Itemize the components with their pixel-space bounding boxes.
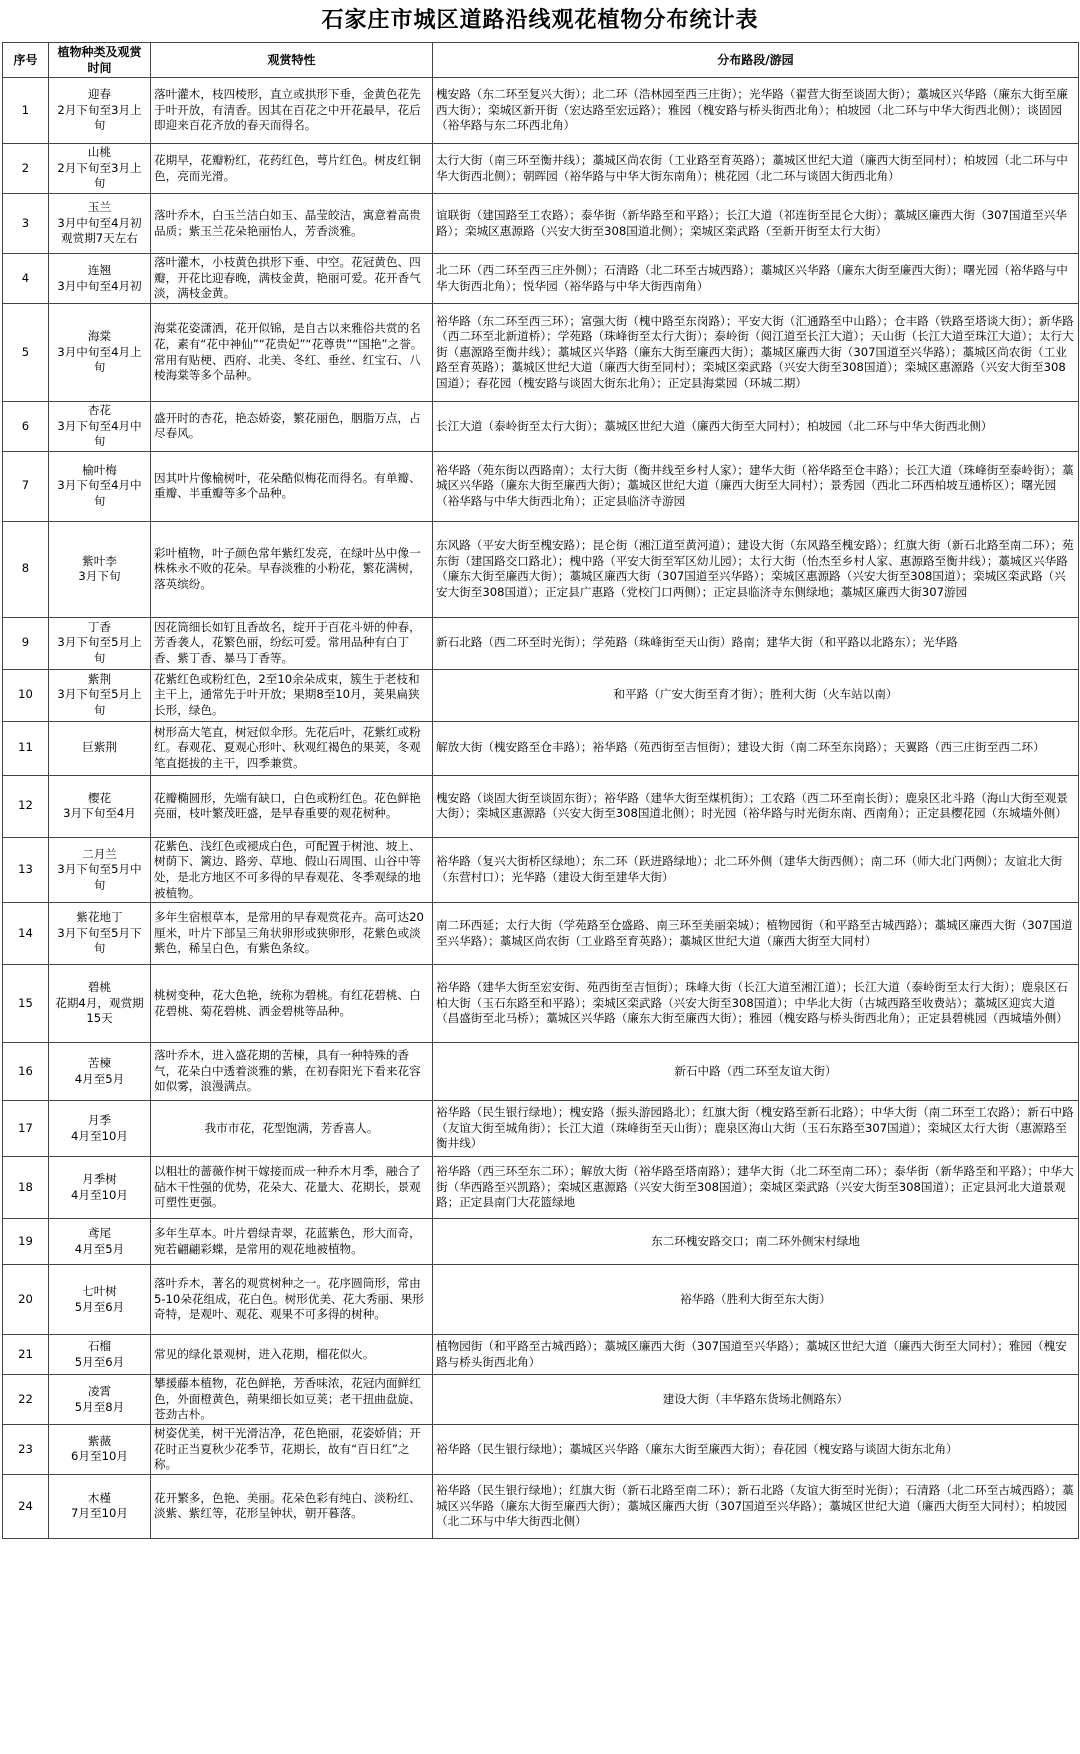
location-cell: 槐安路（东二环至复兴大街）；北二环（浩林园至西三庄街）；光华路（翟营大街至谈固大街）；藁城区兴华路（廉东大街至廉西大街）；栾城区新开街（宏达路至宏远路）；雅园（槐安路与桥头街西北角）；柏坡园（北二环与中华大街西北侧）；谈固园（裕华路与东二环西北角） xyxy=(433,78,1079,144)
species-cell xyxy=(49,903,151,965)
viewing-time: 7月至10月 xyxy=(71,1506,128,1521)
species-cell xyxy=(49,721,151,775)
feature-cell: 树形高大笔直，树冠似伞形。先花后叶，花紫红或粉红。春观花、夏观心形叶、秋观红褐色的果荚，冬观笔直挺拔的主干，四季兼赏。 xyxy=(151,721,433,775)
row-index: 11 xyxy=(3,721,49,775)
row-index: 20 xyxy=(3,1265,49,1335)
row-index: 17 xyxy=(3,1101,49,1157)
header-location: 分布路段/游园 xyxy=(433,43,1079,78)
row-index: 15 xyxy=(3,965,49,1043)
viewing-time: 3月中旬至4月初 xyxy=(57,278,142,293)
feature-cell: 我市市花，花型饱满，芳香喜人。 xyxy=(151,1101,433,1157)
feature-cell: 落叶乔木，进入盛花期的苦楝，具有一种特殊的香气，花朵白中透着淡雅的紫，在初春阳光下看来花容如似雾，浪漫满点。 xyxy=(151,1043,433,1101)
species-name: 丁香 xyxy=(87,619,112,634)
table-row xyxy=(3,451,1079,521)
species-name: 月季 xyxy=(87,1113,112,1128)
feature-cell: 花紫色、浅红色或褪成白色，可配置于树池、坡上、树荫下、篱边、路旁、草地、假山石周围、山谷中等处，是北方地区不可多得的早春观花、冬季观绿的地被植物。 xyxy=(151,837,433,902)
row-index: 2 xyxy=(3,144,49,194)
table-title: 石家庄市城区道路沿线观花植物分布统计表 xyxy=(321,8,759,33)
table-row xyxy=(3,721,1079,775)
table-row xyxy=(3,1474,1079,1538)
header-row xyxy=(3,43,1079,78)
row-index: 4 xyxy=(3,254,49,304)
species-name: 迎春 xyxy=(87,87,112,102)
viewing-time: 5月至6月 xyxy=(74,1299,125,1314)
viewing-time: 3月下旬至4月中旬 xyxy=(57,478,142,509)
species-name: 玉兰 xyxy=(87,200,112,215)
viewing-time: 4月至10月 xyxy=(71,1128,128,1143)
location-cell: 裕华路（苑东街以西路南）；太行大街（衡井线至乡村人家）；建华大街（裕华路至仓丰路）；长江大道（珠峰街至泰岭街）；藁城区兴华路（廉东大街至廉西大街）；藁城区世纪大道（廉西大街至大同村）；景秀园（西北二环西柏坡互通桥区）；曙光园（裕华路与中华大街西北角）；正定县临济寺游园 xyxy=(433,451,1079,521)
viewing-time: 3月下旬至4月中旬 xyxy=(57,418,142,449)
viewing-time: 5月至6月 xyxy=(74,1354,125,1369)
species-name: 山桃 xyxy=(87,145,112,160)
location-cell: 裕华路（建华大街至宏安街、苑西街至吉恒街）；珠峰大街（长江大道至湘江道）；长江大道（泰岭街至太行大街）；鹿泉区石柏大街（玉石东路至和平路）；栾城区栾武路（兴安大街至308国道）；中华北大街（古城西路至收费站）；藁城区迎宾大道（昌盛街至北马桥）；藁城区兴华路（廉东大街至廉西大街）；雅园（槐安路与桥头街西北角）；正定县碧桃园（西城墙外侧） xyxy=(433,965,1079,1043)
feature-cell: 落叶乔木，白玉兰洁白如玉、晶莹皎洁，寓意着高贵品质；紫玉兰花朵艳丽怡人，芳香淡雅。 xyxy=(151,194,433,254)
location-cell: 裕华路（东二环至西三环）；富强大街（槐中路至东岗路）；平安大街（汇通路至中山路）；仓丰路（铁路至塔谈大街）；新华路（西二环至北新道桥）；学苑路（珠峰街至太行大街）；泰岭街（阅江道至长江大道）；天山街（长江大道至珠江大道）；太行大街（惠源路至衡井线）；藁城区兴华路（廉东大街至廉西大街）；藁城区廉西大街（307国道至兴华路）；藁城区尚农街（工业路至育英路）；藁城区世纪大道（廉西大街至同村）；栾城区栾武路（兴安大街至308国道）；栾城区惠源路（兴安大街至308国道）；春花园（槐安路与谈固大街东北角）；正定县海棠园（环城二期） xyxy=(433,304,1079,402)
viewing-time: 3月下旬 xyxy=(78,569,121,584)
table-row xyxy=(3,254,1079,304)
species-name: 榆叶梅 xyxy=(82,462,117,477)
row-index: 18 xyxy=(3,1157,49,1219)
row-index: 12 xyxy=(3,775,49,837)
species-cell xyxy=(49,1265,151,1335)
feature-cell: 落叶灌木，枝四棱形，直立或拱形下垂，金黄色花先于叶开放，有清香。因其在百花之中开花最早，花后即迎来百花齐放的春天而得名。 xyxy=(151,78,433,144)
row-index: 8 xyxy=(3,521,49,617)
row-index: 1 xyxy=(3,78,49,144)
species-cell xyxy=(49,837,151,902)
species-cell xyxy=(49,402,151,452)
species-cell xyxy=(49,521,151,617)
row-index: 21 xyxy=(3,1335,49,1375)
table-row xyxy=(3,1265,1079,1335)
feature-cell: 多年生草本。叶片碧绿青翠，花蓝紫色，形大而奇，宛若翩翩彩蝶，是常用的观花地被植物。 xyxy=(151,1219,433,1265)
species-name: 石榴 xyxy=(87,1339,112,1354)
species-cell xyxy=(49,1335,151,1375)
location-cell: 南二环西延；太行大街（学苑路至仓盛路、南三环至美丽栾城）；植物园街（和平路至古城西路）；藁城区廉西大街（307国道至兴华路）；藁城区尚农街（工业路至育英路）；藁城区世纪大道（廉西大街至大同村） xyxy=(433,903,1079,965)
table-row xyxy=(3,1157,1079,1219)
table-row xyxy=(3,965,1079,1043)
feature-cell: 花瓣椭圆形，先端有缺口，白色或粉红色。花色鲜艳亮丽，枝叶繁茂旺盛，是早春重要的观花树种。 xyxy=(151,775,433,837)
species-name: 樱花 xyxy=(87,790,112,805)
species-cell xyxy=(49,1424,151,1474)
row-index: 13 xyxy=(3,837,49,902)
table-row xyxy=(3,1043,1079,1101)
table-row xyxy=(3,837,1079,902)
species-name: 紫花地丁 xyxy=(76,910,123,925)
species-name: 月季树 xyxy=(82,1172,117,1187)
row-index: 22 xyxy=(3,1375,49,1425)
table-row xyxy=(3,1375,1079,1425)
row-index: 7 xyxy=(3,451,49,521)
table-row xyxy=(3,903,1079,965)
viewing-time: 3月下旬至5月中旬 xyxy=(57,862,142,892)
feature-cell: 落叶灌木，小枝黄色拱形下垂、中空。花冠黄色、四瓣，开花比迎春晚，满枝金黄，艳丽可爱。花开香气淡，满枝金黄。 xyxy=(151,254,433,304)
species-cell xyxy=(49,451,151,521)
table-row xyxy=(3,144,1079,194)
location-cell: 谊联街（建国路至工农路）；泰华街（新华路至和平路）；长江大道（祁连街至昆仑大街）；藁城区廉西大街（307国道至兴华路）；栾城区惠源路（兴安大街至308国道北侧）；栾城区栾武路（至新开街至太行大街） xyxy=(433,194,1079,254)
location-cell: 植物园街（和平路至古城西路）；藁城区廉西大街（307国道至兴华路）；藁城区世纪大道（廉西大街至大同村）；雅园（槐安路与桥头街西北角） xyxy=(433,1335,1079,1375)
location-cell: 新石中路（西二环至友谊大街） xyxy=(433,1043,1079,1101)
species-cell xyxy=(49,304,151,402)
location-cell: 解放大街（槐安路至仓丰路）；裕华路（苑西街至吉恒街）；建设大街（南二环至东岗路）；天翼路（西三庄街至西二环） xyxy=(433,721,1079,775)
table-row xyxy=(3,775,1079,837)
species-cell xyxy=(49,1474,151,1538)
feature-cell: 彩叶植物，叶子颜色常年紫红发亮，在绿叶丛中像一株株永不败的花朵。早春淡雅的小粉花，繁花满树，落英缤纷。 xyxy=(151,521,433,617)
table-row xyxy=(3,402,1079,452)
row-index: 23 xyxy=(3,1424,49,1474)
table-row xyxy=(3,1219,1079,1265)
species-name: 鸢尾 xyxy=(87,1226,112,1241)
location-cell: 长江大道（泰岭街至太行大街）；藁城区世纪大道（廉西大街至大同村）；柏坡园（北二环与中华大街西北侧） xyxy=(433,402,1079,452)
viewing-time: 3月下旬至5月上旬 xyxy=(57,635,142,666)
plant-distribution-table xyxy=(2,42,1079,1539)
row-index: 5 xyxy=(3,304,49,402)
feature-cell: 海棠花姿潇洒，花开似锦，是自古以来雅俗共赏的名花，素有“花中神仙”“花贵妃”“花尊贵”“国艳”之誉。常用有贴梗、西府、北美、冬红、垂丝、红宝石、八棱海棠等多个品种。 xyxy=(151,304,433,402)
species-name: 苦楝 xyxy=(87,1056,112,1071)
feature-cell: 常见的绿化景观树，进入花期，榴花似火。 xyxy=(151,1335,433,1375)
species-cell xyxy=(49,965,151,1043)
species-cell xyxy=(49,1375,151,1425)
row-index: 19 xyxy=(3,1219,49,1265)
table-row xyxy=(3,617,1079,669)
location-cell: 太行大街（南三环至衡井线）；藁城区尚农街（工业路至育英路）；藁城区世纪大道（廉西大街至同村）；柏坡园（北二环与中华大街西北侧）；朝晖园（裕华路与中华大街东南角）；桃花园（北二环与谈固大街西北角） xyxy=(433,144,1079,194)
feature-cell: 花紫红色或粉红色，2至10余朵成束，簇生于老枝和主干上，通常先于叶开放；果期8至10月，荚果扁狭长形，绿色。 xyxy=(151,669,433,721)
location-cell: 东风路（平安大街至槐安路）；昆仑街（湘江道至黄河道）；建设大街（东风路至槐安路）；红旗大街（新石北路至南二环）；苑东街（建国路交口路北）；槐中路（平安大街至军区幼儿园）；太行大街（怡杰至乡村人家、惠源路至衡井线）；藁城区兴华路（廉东大街至廉西大街）；藁城区廉西大街（307国道至兴华路）；栾城区惠源路（兴安大街至308国道）；栾城区栾武路（兴安大街至308国道）；正定县广惠路（党校门口两侧）；正定县临济寺东侧绿地；藁城区廉西大街307游园 xyxy=(433,521,1079,617)
row-index: 16 xyxy=(3,1043,49,1101)
species-cell xyxy=(49,1157,151,1219)
viewing-time: 4月至5月 xyxy=(74,1241,125,1256)
species-cell xyxy=(49,1101,151,1157)
table-row xyxy=(3,304,1079,402)
viewing-time: 花期4月，观赏期15天 xyxy=(55,995,144,1026)
row-index: 10 xyxy=(3,669,49,721)
species-name: 二月兰 xyxy=(82,846,117,861)
species-name: 海棠 xyxy=(87,329,112,344)
location-cell: 东二环槐安路交口；南二环外侧宋村绿地 xyxy=(433,1219,1079,1265)
species-name: 紫薇 xyxy=(87,1433,112,1448)
header-species: 植物种类及观赏时间 xyxy=(49,43,151,78)
location-cell: 新石北路（西二环至时光街）；学苑路（珠峰街至天山街）路南；建华大街（和平路以北路东）；光华路 xyxy=(433,617,1079,669)
feature-cell: 攀援藤本植物，花色鲜艳，芳香味浓，花冠内面鲜红色，外面橙黄色，蒴果细长如豆荚；老干扭曲盘旋、苍劲古朴。 xyxy=(151,1375,433,1425)
header-feature: 观赏特性 xyxy=(151,43,433,78)
location-cell: 和平路（广安大街至育才街）；胜利大街（火车站以南） xyxy=(433,669,1079,721)
species-cell xyxy=(49,617,151,669)
species-name: 凌霄 xyxy=(87,1383,112,1398)
feature-cell: 桃树变种，花大色艳，统称为碧桃。有红花碧桃、白花碧桃、菊花碧桃、洒金碧桃等品种。 xyxy=(151,965,433,1043)
table-row xyxy=(3,194,1079,254)
species-name: 紫荆 xyxy=(87,671,112,686)
row-index: 14 xyxy=(3,903,49,965)
species-cell xyxy=(49,669,151,721)
viewing-time: 3月下旬至4月 xyxy=(63,806,136,821)
species-cell xyxy=(49,254,151,304)
viewing-time: 6月至10月 xyxy=(71,1449,128,1464)
location-cell: 裕华路（胜利大街至东大街） xyxy=(433,1265,1079,1335)
feature-cell: 树姿优美，树干光滑洁净，花色艳丽，花姿娇俏；开花时正当夏秋少花季节，花期长，故有“百日红”之称。 xyxy=(151,1424,433,1474)
location-cell: 北二环（西二环至西三庄外侧）；石清路（北二环至古城西路）；藁城区兴华路（廉东大街至廉西大街）；曙光园（裕华路与中华大街西北角）；悦华园（裕华路与中华大街西南角） xyxy=(433,254,1079,304)
species-cell xyxy=(49,1043,151,1101)
location-cell: 裕华路（民生银行绿地）；槐安路（振头游园路北）；红旗大街（槐安路至新石北路）；中华大街（南二环至工农路）；新石中路（友谊大街至城角街）；长江大道（珠峰街至天山街）；鹿泉区海山大街（玉石东路至307国道）；栾城区太行大街（惠源路至衡井线） xyxy=(433,1101,1079,1157)
table-row xyxy=(3,521,1079,617)
feature-cell: 以粗壮的蔷薇作树干嫁接而成一种乔木月季，融合了砧木干性强的优势，花朵大、花量大、花期长，景观可塑性更强。 xyxy=(151,1157,433,1219)
viewing-time: 5月至8月 xyxy=(74,1399,125,1414)
table-body xyxy=(3,78,1079,1539)
viewing-time: 2月下旬至3月上旬 xyxy=(57,160,142,191)
species-cell xyxy=(49,1219,151,1265)
table-row xyxy=(3,1424,1079,1474)
species-name: 七叶树 xyxy=(82,1284,117,1299)
row-index: 9 xyxy=(3,617,49,669)
feature-cell: 盛开时的杏花，艳态娇姿，繁花丽色，胭脂万点，占尽春风。 xyxy=(151,402,433,452)
species-name: 木槿 xyxy=(87,1490,112,1505)
viewing-time: 2月下旬至3月上旬 xyxy=(57,102,142,133)
species-name: 连翘 xyxy=(87,262,112,277)
feature-cell: 花开繁多，色艳、美丽。花朵色彩有纯白、淡粉红、淡紫、紫红等，花形呈钟状，朝开暮落。 xyxy=(151,1474,433,1538)
feature-cell: 因花筒细长如钉且香故名，绽开于百花斗妍的仲春，芳香袭人，花繁色丽，纷纭可爱。常用品种有白丁香、紫丁香、暴马丁香等。 xyxy=(151,617,433,669)
feature-cell: 花期早，花瓣粉红，花药红色，萼片红色。树皮红铜色，亮而光滑。 xyxy=(151,144,433,194)
row-index: 6 xyxy=(3,402,49,452)
viewing-time: 3月中旬至4月初观赏期7天左右 xyxy=(57,215,142,246)
viewing-time: 4月至5月 xyxy=(74,1071,125,1086)
feature-cell: 多年生宿根草本，是常用的早春观赏花卉。高可达20厘米，叶片下部呈三角状卵形或狭卵形，花紫色或淡紫色，稀呈白色，有紫色条纹。 xyxy=(151,903,433,965)
feature-cell: 落叶乔木，著名的观赏树种之一。花序圆筒形，常由5-10朵花组成，花白色。树形优美、花大秀丽、果形奇特，是观叶、观花、观果不可多得的树种。 xyxy=(151,1265,433,1335)
table-row xyxy=(3,1335,1079,1375)
feature-cell: 因其叶片像榆树叶，花朵酷似梅花而得名。有单瓣、重瓣、半重瓣等多个品种。 xyxy=(151,451,433,521)
table-row xyxy=(3,669,1079,721)
species-cell xyxy=(49,78,151,144)
species-name: 紫叶李 xyxy=(82,553,117,568)
location-cell: 裕华路（民生银行绿地）；红旗大街（新石北路至南二环）；新石北路（友谊大街至时光街）；石清路（北二环至古城西路）；藁城区兴华路（廉东大街至廉西大街）；藁城区廉西大街（307国道至兴华路）；藁城区世纪大道（廉西大街至大同村）；柏坡园（北二环与中华大街西北侧） xyxy=(433,1474,1079,1538)
row-index: 3 xyxy=(3,194,49,254)
species-cell xyxy=(49,144,151,194)
species-cell xyxy=(49,775,151,837)
location-cell: 裕华路（民生银行绿地）；藁城区兴华路（廉东大街至廉西大街）；春花园（槐安路与谈固大街东北角） xyxy=(433,1424,1079,1474)
viewing-time: 4月至10月 xyxy=(71,1187,128,1202)
table-row xyxy=(3,1101,1079,1157)
row-index: 24 xyxy=(3,1474,49,1538)
location-cell: 裕华路（西三环至东二环）；解放大街（裕华路至塔南路）；建华大街（北二环至南二环）；泰华街（新华路至和平路）；中华大街（华西路至兴凯路）；栾城区惠源路（兴安大街至308国道）；栾城区栾武路（兴安大街至308国道）；正定县河北大道景观路；正定县南门大花篮绿地 xyxy=(433,1157,1079,1219)
species-cell xyxy=(49,194,151,254)
table-row xyxy=(3,78,1079,144)
location-cell: 建设大街（丰华路东货场北侧路东） xyxy=(433,1375,1079,1425)
location-cell: 槐安路（谈固大街至谈固东街）；裕华路（建华大街至煤机街）；工农路（西二环至南长街）；鹿泉区北斗路（海山大街至观景大街）；栾城区惠源路（兴安大街至308国道北侧）；时光园（裕华路与时光街东南、西南角）；正定县樱花园（东城墙外侧） xyxy=(433,775,1079,837)
species-name: 碧桃 xyxy=(87,980,112,995)
location-cell: 裕华路（复兴大街桥区绿地）；东二环（跃进路绿地）；北二环外侧（建华大街西侧）；南二环（师大北门两侧）；友谊北大街（东营村口）；光华路（建设大街至建华大街） xyxy=(433,837,1079,902)
species-name: 杏花 xyxy=(87,403,112,417)
viewing-time: 3月下旬至5月下旬 xyxy=(57,925,142,956)
viewing-time: 3月下旬至5月上旬 xyxy=(57,687,142,718)
viewing-time: 3月中旬至4月上旬 xyxy=(57,344,142,375)
species-name: 巨紫荆 xyxy=(82,740,117,755)
header-index: 序号 xyxy=(3,43,49,78)
